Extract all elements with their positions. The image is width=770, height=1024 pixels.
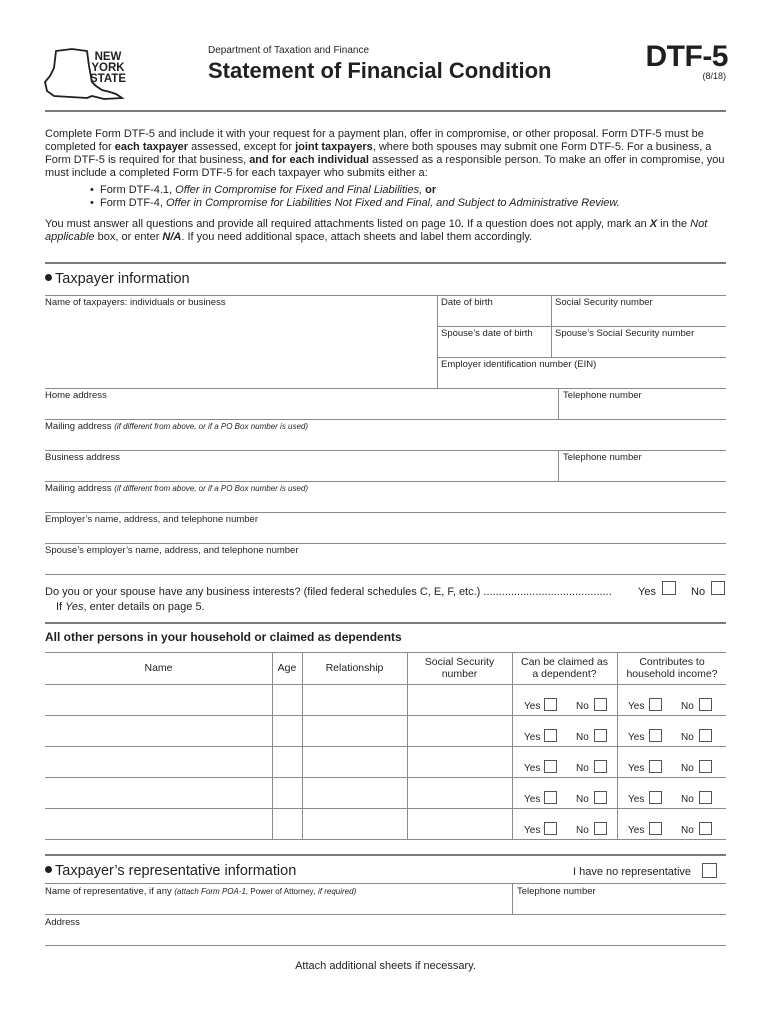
business-interest-no-label: No — [691, 586, 706, 598]
business-interest-question: Do you or your spouse have any business interests? (filed federal schedules C, E, F, etc.) .......................................... — [45, 586, 612, 598]
intro-paragraph: Complete Form DTF-5 and include it with your request for a payment plan, offer in compromise, or other proposal. Form DTF-5 must be completed for each taxpayer assessed, except for joint taxpayers, where both spouses may submit one Form DTF-5. For a business, a Form DTF-5 is required for that business, and for each individual assessed as a responsible person. To make an offer in compromise, you must include a completed Form DTF-5 for each taxpayer who submits either a: — [45, 128, 725, 179]
dependent-yes-label: Yes — [524, 701, 541, 712]
dependent-no-label: No — [576, 794, 589, 805]
representative-address-label: Address — [45, 917, 80, 928]
taxpayer-name-field[interactable] — [46, 310, 434, 386]
business-address-field[interactable] — [46, 464, 556, 480]
mailing-address-label: Mailing address (if different from above, or if a PO Box number is used) — [45, 421, 309, 432]
col-ssn: Social Security number — [424, 656, 495, 680]
dependent-no-checkbox[interactable] — [594, 791, 607, 804]
contributes-no-label: No — [681, 794, 694, 805]
home-telephone-label: Telephone number — [563, 390, 642, 401]
representative-telephone-label: Telephone number — [517, 886, 596, 897]
section-rule-representative — [45, 854, 726, 856]
representative-heading: Taxpayer’s representative information — [45, 863, 296, 879]
footer-note: Attach additional sheets if necessary. — [295, 960, 476, 972]
household-relationship-field[interactable] — [303, 747, 406, 776]
contributes-no-checkbox[interactable] — [699, 698, 712, 711]
dependent-no-label: No — [576, 732, 589, 743]
home-address-field[interactable] — [46, 402, 556, 418]
household-name-field[interactable] — [46, 747, 271, 776]
household-ssn-field[interactable] — [408, 747, 511, 776]
household-age-field[interactable] — [273, 716, 301, 745]
contributes-yes-checkbox[interactable] — [649, 791, 662, 804]
household-relationship-field[interactable] — [303, 809, 406, 838]
representative-address-field[interactable] — [46, 929, 724, 945]
ssn-label: Social Security number — [555, 297, 653, 308]
household-ssn-field[interactable] — [408, 809, 511, 838]
contributes-no-label: No — [681, 825, 694, 836]
contributes-yes-checkbox[interactable] — [649, 760, 662, 773]
contributes-yes-checkbox[interactable] — [649, 698, 662, 711]
representative-name-field[interactable] — [46, 898, 510, 913]
dependent-no-label: No — [576, 763, 589, 774]
contributes-yes-label: Yes — [628, 794, 645, 805]
contributes-yes-checkbox[interactable] — [649, 822, 662, 835]
household-name-field[interactable] — [46, 716, 271, 745]
dependent-no-label: No — [576, 825, 589, 836]
taxpayer-heading: Taxpayer information — [45, 271, 190, 287]
contributes-no-checkbox[interactable] — [699, 760, 712, 773]
nys-logo — [42, 46, 134, 102]
household-relationship-field[interactable] — [303, 685, 406, 714]
dependent-no-checkbox[interactable] — [594, 760, 607, 773]
department-name: Department of Taxation and Finance — [208, 45, 370, 56]
spouse-employer-field[interactable] — [46, 557, 724, 573]
household-ssn-field[interactable] — [408, 716, 511, 745]
col-dependent: Can be claimed as a dependent? — [521, 656, 608, 680]
form-revision: (8/18) — [702, 71, 726, 81]
contributes-no-checkbox[interactable] — [699, 729, 712, 742]
dependent-yes-checkbox[interactable] — [544, 822, 557, 835]
spouse-dob-label: Spouse’s date of birth — [441, 328, 533, 339]
header-rule — [45, 110, 726, 112]
representative-telephone-field[interactable] — [514, 898, 725, 913]
household-name-field[interactable] — [46, 809, 271, 838]
dependent-yes-label: Yes — [524, 732, 541, 743]
contributes-no-label: No — [681, 701, 694, 712]
col-contributes: Contributes to household income? — [626, 656, 718, 680]
dob-field[interactable] — [438, 309, 550, 325]
business-interest-yes-label: Yes — [638, 586, 656, 598]
household-age-field[interactable] — [273, 809, 301, 838]
bullet-icon — [45, 274, 52, 281]
business-mailing-address-label: Mailing address (if different from above, or if a PO Box number is used) — [45, 483, 309, 494]
contributes-no-label: No — [681, 732, 694, 743]
section-rule-household — [45, 622, 726, 624]
household-heading: All other persons in your household or claimed as dependents — [45, 630, 402, 644]
ein-label: Employer identification number (EIN) — [441, 359, 597, 370]
mailing-address-field[interactable] — [46, 433, 724, 449]
household-relationship-field[interactable] — [303, 716, 406, 745]
spouse-ssn-field[interactable] — [552, 340, 725, 356]
dependent-yes-label: Yes — [524, 794, 541, 805]
dependent-no-checkbox[interactable] — [594, 822, 607, 835]
page-title: Statement of Financial Condition — [208, 58, 552, 83]
spouse-dob-field[interactable] — [438, 340, 550, 356]
col-relationship: Relationship — [325, 662, 384, 674]
dependent-yes-label: Yes — [524, 825, 541, 836]
business-interest-note: If Yes, enter details on page 5. — [56, 601, 205, 613]
intro-instructions: You must answer all questions and provide all required attachments listed on page 10. If a question does not apply, mark an X in the Not applicable box, or enter N/A. If you need additional space, attach sheets and label them accordingly. — [45, 218, 708, 243]
no-representative-checkbox[interactable] — [702, 863, 717, 878]
contributes-no-checkbox[interactable] — [699, 822, 712, 835]
dependent-no-checkbox[interactable] — [594, 698, 607, 711]
no-representative-label: I have no representative — [573, 866, 692, 878]
form-number: DTF-5 — [645, 40, 728, 73]
household-age-field[interactable] — [273, 685, 301, 714]
spouse-employer-label: Spouse’s employer’s name, address, and telephone number — [45, 545, 299, 556]
home-address-label: Home address — [45, 390, 107, 401]
logo-text: NEW YORK STATE — [90, 51, 126, 85]
contributes-no-label: No — [681, 763, 694, 774]
contributes-yes-label: Yes — [628, 825, 645, 836]
household-age-field[interactable] — [273, 747, 301, 776]
household-ssn-field[interactable] — [408, 685, 511, 714]
bullet-icon — [45, 866, 52, 873]
taxpayer-name-label: Name of taxpayers: individuals or business — [45, 297, 226, 308]
contributes-yes-checkbox[interactable] — [649, 729, 662, 742]
dependent-no-label: No — [576, 701, 589, 712]
col-name: Name — [144, 662, 173, 674]
business-interest-yes-checkbox[interactable] — [662, 581, 676, 595]
intro-bullet-1: • Form DTF-4.1, Offer in Compromise for Fixed and Final Liabilities, or — [90, 184, 437, 196]
business-telephone-field[interactable] — [560, 464, 725, 480]
business-interest-no-checkbox[interactable] — [711, 581, 725, 595]
business-telephone-label: Telephone number — [563, 452, 642, 463]
business-address-label: Business address — [45, 452, 120, 463]
household-age-field[interactable] — [273, 778, 301, 807]
dob-label: Date of birth — [441, 297, 493, 308]
business-mailing-address-field[interactable] — [46, 495, 724, 511]
col-age: Age — [277, 662, 297, 674]
employer-label: Employer’s name, address, and telephone number — [45, 514, 258, 525]
dependent-yes-checkbox[interactable] — [544, 791, 557, 804]
contributes-yes-label: Yes — [628, 763, 645, 774]
dependent-no-checkbox[interactable] — [594, 729, 607, 742]
dependent-yes-checkbox[interactable] — [544, 760, 557, 773]
household-name-field[interactable] — [46, 685, 271, 714]
contributes-yes-label: Yes — [628, 732, 645, 743]
ein-field[interactable] — [438, 371, 725, 387]
spouse-ssn-label: Spouse’s Social Security number — [555, 328, 695, 339]
household-ssn-field[interactable] — [408, 778, 511, 807]
household-name-field[interactable] — [46, 778, 271, 807]
dependent-yes-checkbox[interactable] — [544, 698, 557, 711]
section-rule-taxpayer — [45, 262, 726, 264]
dependent-yes-label: Yes — [524, 763, 541, 774]
contributes-no-checkbox[interactable] — [699, 791, 712, 804]
employer-field[interactable] — [46, 526, 724, 542]
dependent-yes-checkbox[interactable] — [544, 729, 557, 742]
home-telephone-field[interactable] — [560, 402, 725, 418]
intro-bullet-2: • Form DTF-4, Offer in Compromise for Liabilities Not Fixed and Final, and Subject to Administrative Review. — [90, 197, 620, 209]
household-relationship-field[interactable] — [303, 778, 406, 807]
ssn-field[interactable] — [552, 309, 725, 325]
contributes-yes-label: Yes — [628, 701, 645, 712]
representative-name-label: Name of representative, if any (attach Form POA-1, Power of Attorney, if required) — [45, 886, 357, 897]
